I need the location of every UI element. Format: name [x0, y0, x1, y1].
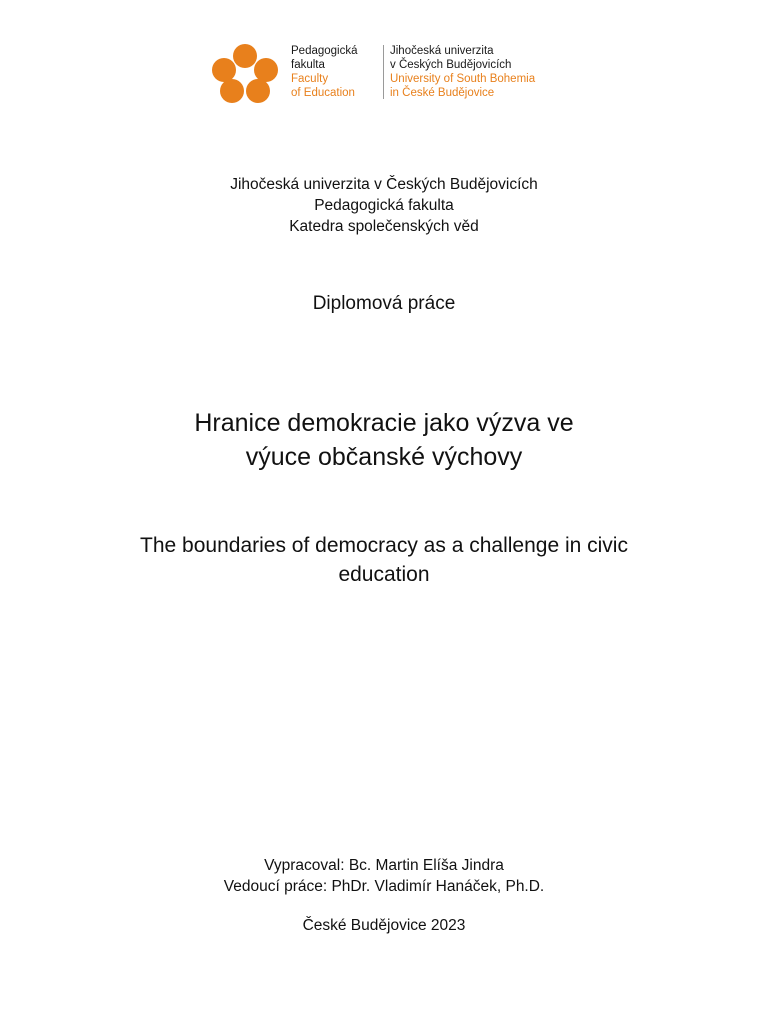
logo-faculty-cz-1: Pedagogická — [291, 45, 358, 57]
thesis-type — [0, 292, 768, 316]
supervisor-line: Vedoucí práce: PhDr. Vladimír Hanáček, Ph.D. — [223, 878, 545, 895]
place-year-label: České Budějovice 2023 — [302, 917, 466, 934]
title-en-line-1: The boundaries of democracy as a challenge in civic — [140, 534, 628, 557]
title-en-line-2: education — [338, 563, 430, 586]
flower-logo-icon — [212, 42, 278, 104]
faculty-name: Pedagogická fakulta — [314, 197, 454, 214]
title-cz-line-2: výuce občanské výchovy — [245, 443, 523, 471]
logo-faculty-en-2: of Education — [291, 87, 355, 99]
authors-block — [0, 855, 768, 897]
faculty-logo — [212, 42, 572, 104]
title-cz-line-1: Hranice demokracie jako výzva ve — [194, 409, 574, 437]
logo-university-names — [390, 44, 535, 100]
university-name: Jihočeská univerzita v Českých Budějovicích — [230, 176, 538, 193]
institution-block — [0, 174, 768, 237]
logo-divider — [383, 45, 384, 99]
logo-faculty-names — [291, 44, 358, 100]
logo-university-en-2: in České Budějovice — [390, 87, 495, 99]
logo-faculty-cz-2: fakulta — [291, 59, 325, 71]
department-name: Katedra společenských věd — [289, 218, 479, 235]
logo-university-en-1: University of South Bohemia — [390, 73, 536, 85]
author-line: Vypracoval: Bc. Martin Elíša Jindra — [264, 857, 504, 874]
thesis-title-english — [0, 531, 768, 589]
thesis-title-czech — [0, 406, 768, 474]
logo-university-cz-1: Jihočeská univerzita — [390, 45, 494, 57]
thesis-type-label: Diplomová práce — [312, 293, 456, 314]
logo-faculty-en-1: Faculty — [291, 73, 329, 85]
place-year — [0, 915, 768, 936]
logo-university-cz-2: v Českých Budějovicích — [390, 59, 512, 71]
